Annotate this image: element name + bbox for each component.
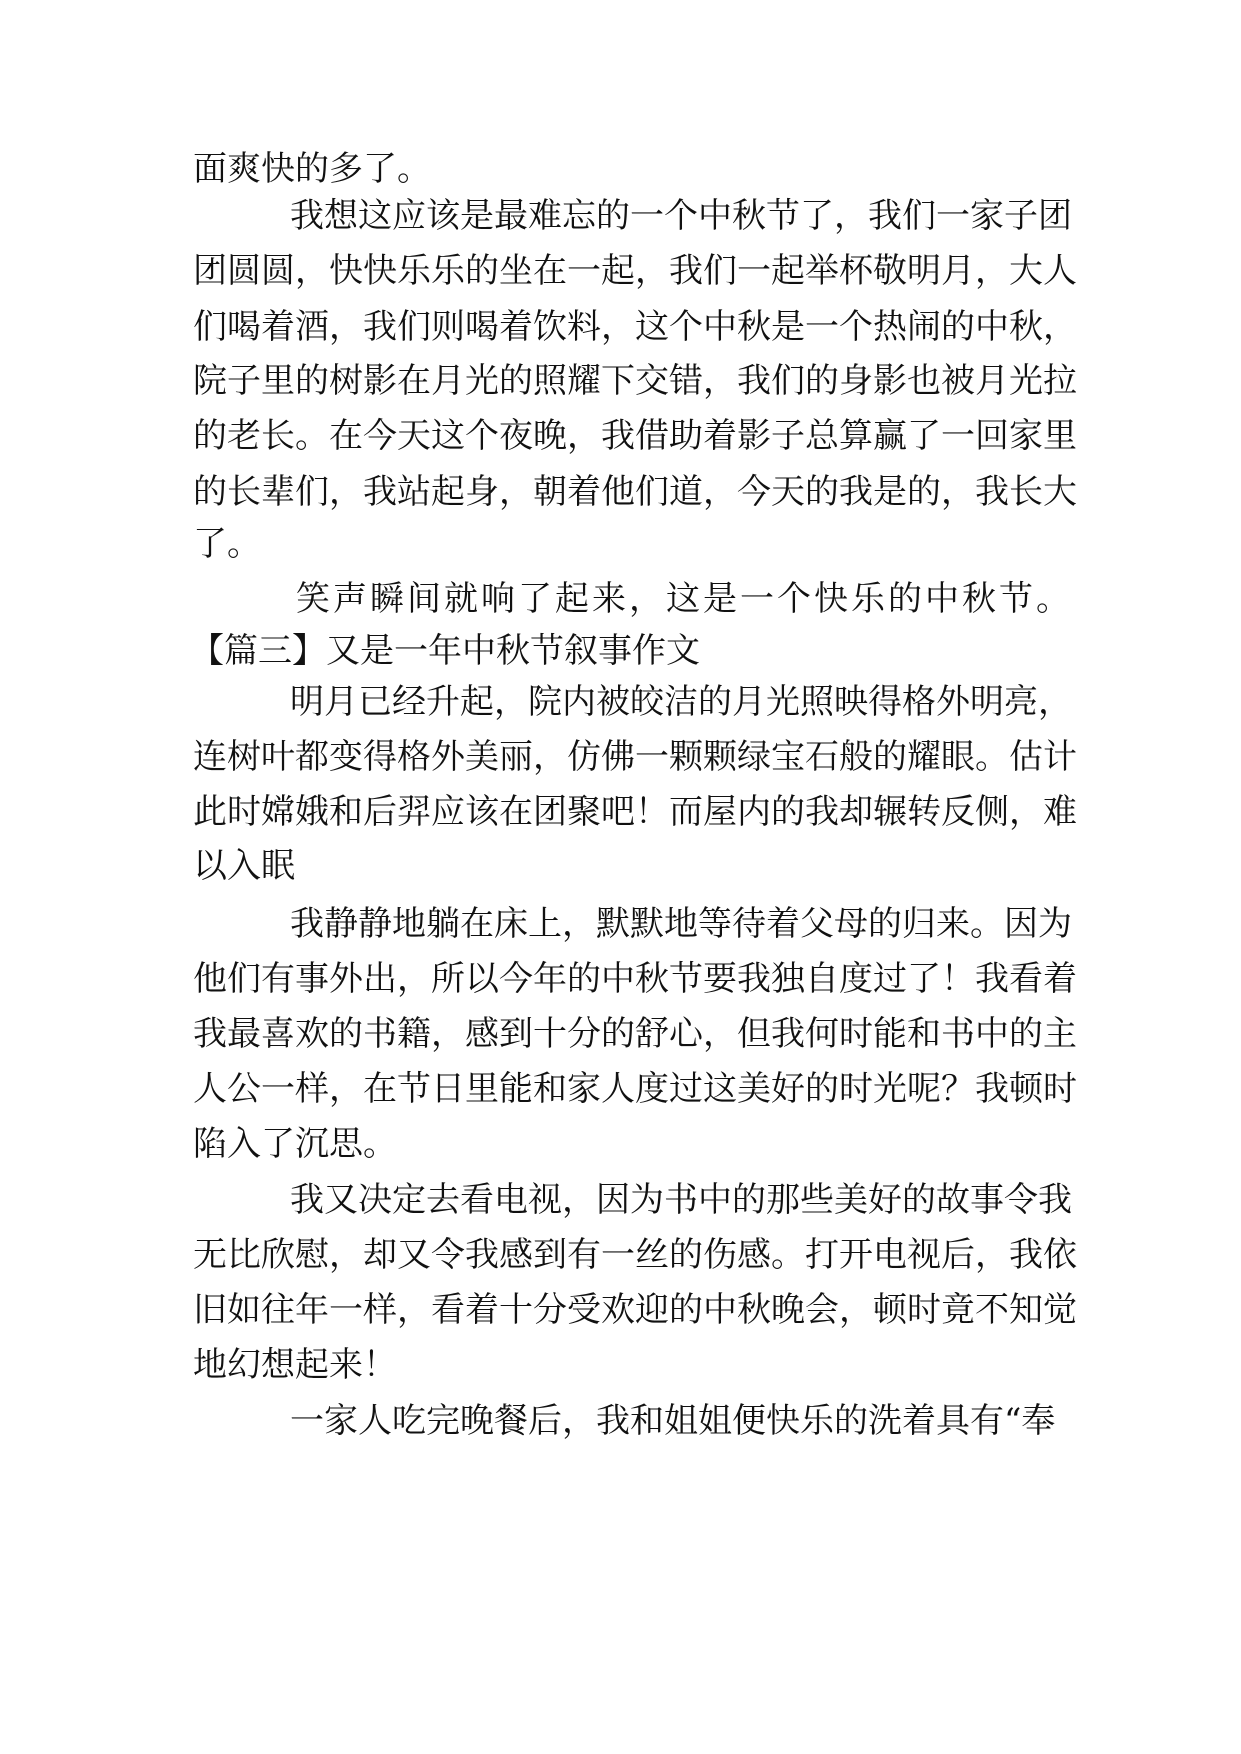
paragraph-line: 了。 [193,524,261,564]
paragraph-line: 明月已经升起，院内被皎洁的月光照映得格外明亮， [290,682,1072,722]
paragraph-line: 陷入了沉思。 [193,1124,397,1164]
paragraph-line: 我又决定去看电视，因为书中的那些美好的故事令我 [290,1180,1072,1220]
section-heading: 【篇三】又是一年中秋节叙事作文 [190,631,700,671]
paragraph-line: 面爽快的多了。 [193,149,431,189]
paragraph-line: 们喝着酒，我们则喝着饮料，这个中秋是一个热闹的中秋， [193,307,1077,347]
paragraph-line: 笑声瞬间就响了起来，这是一个快乐的中秋节。 [296,579,1073,619]
paragraph-line: 我想这应该是最难忘的一个中秋节了，我们一家子团 [290,196,1072,236]
paragraph-line: 旧如往年一样，看着十分受欢迎的中秋晚会，顿时竟不知觉 [193,1290,1077,1330]
paragraph-line: 的老长。在今天这个夜晚，我借助着影子总算赢了一回家里 [193,416,1077,456]
paragraph-line: 我静静地躺在床上，默默地等待着父母的归来。因为 [290,904,1072,944]
paragraph-line: 院子里的树影在月光的照耀下交错，我们的身影也被月光拉 [193,361,1077,401]
paragraph-line: 无比欣慰，却又令我感到有一丝的伤感。打开电视后，我依 [193,1235,1077,1275]
paragraph-line: 我最喜欢的书籍，感到十分的舒心，但我何时能和书中的主 [193,1014,1077,1054]
paragraph-line: 此时嫦娥和后羿应该在团聚吧！而屋内的我却辗转反侧，难 [193,792,1077,832]
paragraph-line: 人公一样，在节日里能和家人度过这美好的时光呢？我顿时 [193,1069,1077,1109]
paragraph-line: 地幻想起来！ [193,1345,397,1385]
paragraph-line: 连树叶都变得格外美丽，仿佛一颗颗绿宝石般的耀眼。估计 [193,737,1077,777]
paragraph-line: 他们有事外出，所以今年的中秋节要我独自度过了！我看着 [193,959,1077,999]
paragraph-line: 的长辈们，我站起身，朝着他们道，今天的我是的，我长大 [193,472,1077,512]
paragraph-line: 以入眠 [193,846,295,886]
paragraph-line: 团圆圆，快快乐乐的坐在一起，我们一起举杯敬明月，大人 [193,251,1077,291]
paragraph-line: 一家人吃完晚餐后，我和姐姐便快乐的洗着具有“奉 [290,1401,1056,1441]
